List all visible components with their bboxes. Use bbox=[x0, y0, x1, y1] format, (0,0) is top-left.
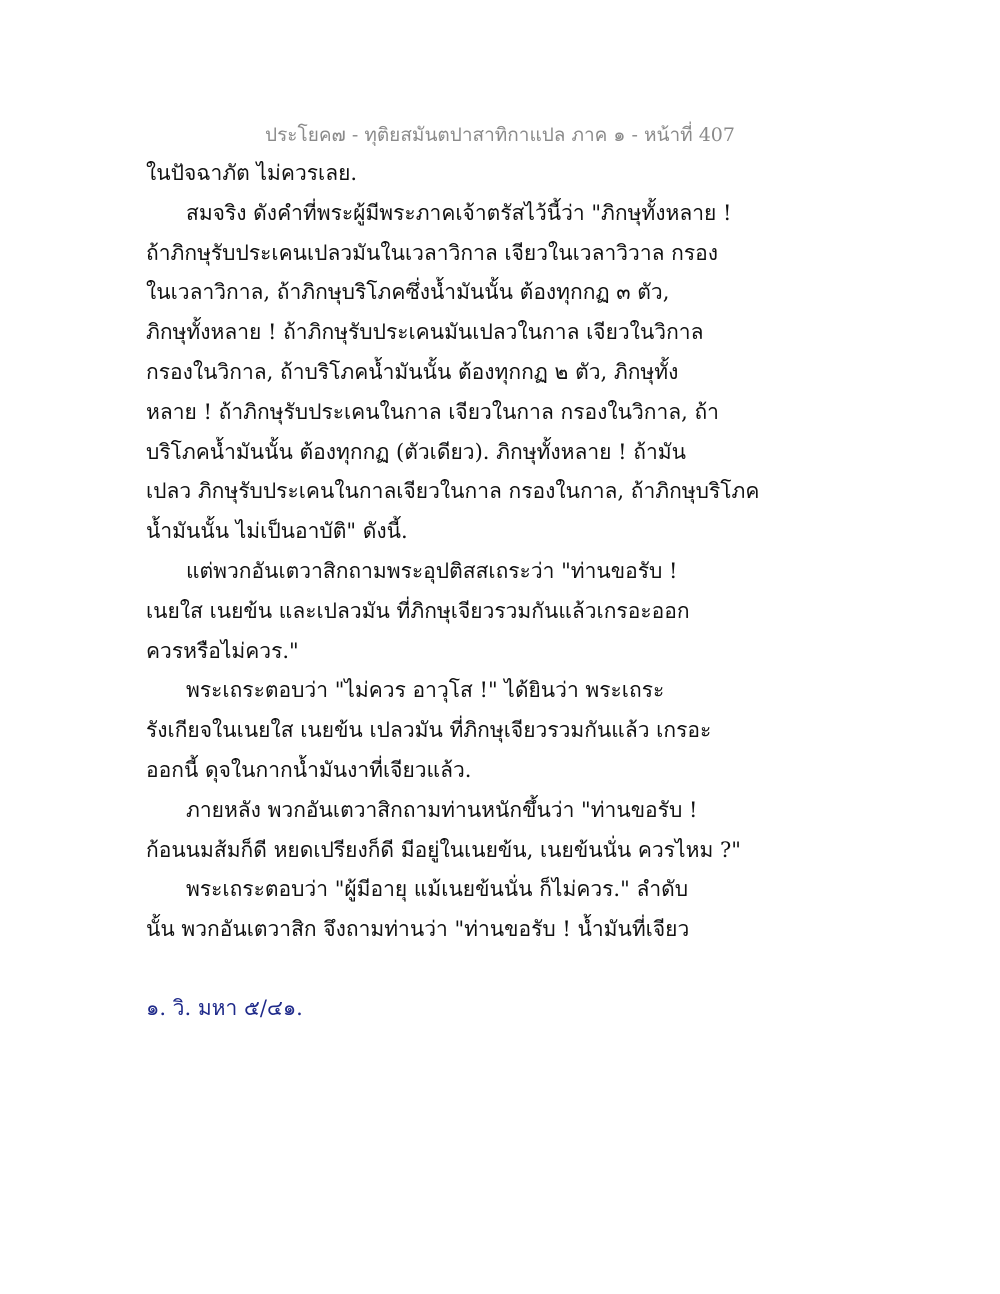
body-text bbox=[146, 154, 760, 950]
text-line: น้ำมันนั้น ไม่เป็นอาบัติ" ดังนี้. bbox=[146, 519, 408, 544]
text-line: ก้อนนมส้มก็ดี หยดเปรียงก็ดี มีอยู่ในเนยข้น, เนยข้นนั่น ควรไหม ?" bbox=[146, 837, 741, 862]
text-line: ถ้าภิกษุรับประเคนเปลวมันในเวลาวิกาล เจียวในเวลาวิวาล กรอง bbox=[146, 240, 719, 265]
text-line: สมจริง ดังคำที่พระผู้มีพระภาคเจ้าตรัสไว้นี้ว่า "ภิกษุทั้งหลาย ! bbox=[186, 200, 732, 225]
text-line: ภายหลัง พวกอันเตวาสิกถามท่านหนักขึ้นว่า "ท่านขอรับ ! bbox=[186, 797, 698, 822]
text-line: นั้น พวกอันเตวาสิก จึงถามท่านว่า "ท่านขอรับ ! น้ำมันที่เจียว bbox=[146, 917, 690, 942]
text-line: ในเวลาวิกาล, ถ้าภิกษุบริโภคซึ่งน้ำมันนั้น ต้องทุกกฏ ๓ ตัว, bbox=[146, 280, 670, 305]
text-line: เปลว ภิกษุรับประเคนในกาลเจียวในกาล กรองในกาล, ถ้าภิกษุบริโภค bbox=[146, 479, 760, 504]
text-line: ออกนี้ ดุจในกากน้ำมันงาที่เจียวแล้ว. bbox=[146, 757, 472, 782]
text-line: พระเถระตอบว่า "ผู้มีอายุ แม้เนยข้นนั่น ก็ไม่ควร." ลำดับ bbox=[186, 877, 689, 902]
text-line: พระเถระตอบว่า "ไม่ควร อาวุโส !" ได้ยินว่า พระเถระ bbox=[186, 678, 665, 703]
text-line: แต่พวกอันเตวาสิกถามพระอุปติสสเถระว่า "ท่านขอรับ ! bbox=[186, 558, 678, 583]
text-line: ในปัจฉาภัต ไม่ควรเลย. bbox=[146, 161, 358, 185]
text-line: รังเกียจในเนยใส เนยข้น เปลวมัน ที่ภิกษุเจียวรวมกันแล้ว เกรอะ bbox=[146, 718, 712, 743]
footnote: ๑. วิ. มหา ๕/๔๑. bbox=[146, 996, 303, 1020]
text-line: เนยใส เนยข้น และเปลวมัน ที่ภิกษุเจียวรวมกันแล้วเกรอะออก bbox=[146, 598, 690, 623]
text-line: ภิกษุทั้งหลาย ! ถ้าภิกษุรับประเคนมันเปลวในกาล เจียวในวิกาล bbox=[146, 320, 704, 345]
text-line: กรองในวิกาล, ถ้าบริโภคน้ำมันนั้น ต้องทุกกฏ ๒ ตัว, ภิกษุทั้ง bbox=[146, 359, 679, 384]
text-line: หลาย ! ถ้าภิกษุรับประเคนในกาล เจียวในกาล กรองในวิกาล, ถ้า bbox=[146, 399, 719, 424]
text-line: ควรหรือไม่ควร." bbox=[146, 638, 299, 663]
running-header: ประโยค๗ - ทุติยสมันตปาสาทิกาแปล ภาค ๑ - หน้าที่ 407 bbox=[265, 124, 735, 146]
text-line: บริโภคน้ำมันนั้น ต้องทุกกฏ (ตัวเดียว). ภิกษุทั้งหลาย ! ถ้ามัน bbox=[146, 439, 686, 464]
